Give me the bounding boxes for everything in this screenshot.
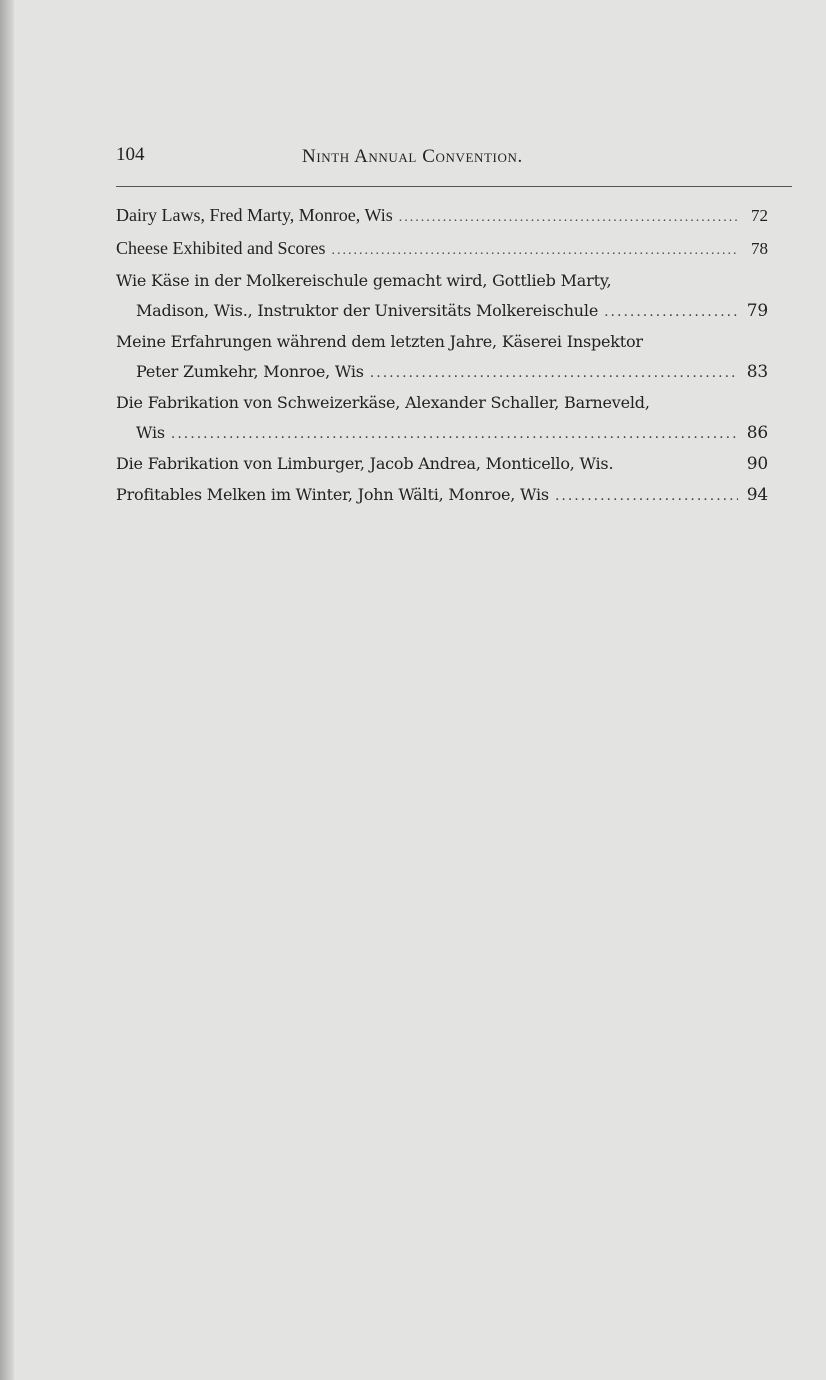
toc-entry [116,233,768,266]
toc-entry [116,480,768,511]
toc-page-number: 79 [746,301,768,321]
toc-entry-title: Meine Erfahrungen während dem letzten Jahre, Käserei Inspektor [116,332,643,351]
toc-entry-title: Die Fabrikation von Schweizerkäse, Alexander Schaller, Barneveld, [116,393,650,412]
toc-entry-title-continued: Madison, Wis., Instruktor der Universitäts Molkereischule [136,301,599,320]
toc-entry-title: Dairy Laws, Fred Marty, Monroe, Wis [116,205,393,225]
toc-entry [116,200,768,233]
page-header [116,144,766,174]
toc-page-number: 94 [746,485,768,505]
page-number: 104 [116,144,145,165]
table-of-contents [116,200,768,511]
toc-entry [116,388,768,449]
dot-leader [399,203,738,233]
toc-entry [116,327,768,388]
dot-leader [171,419,738,449]
toc-entry-title-continued: Wis [136,423,165,442]
toc-entry-title: Wie Käse in der Molkereischule gemacht wird, Gottlieb Marty, [116,271,612,290]
dot-leader [331,236,738,266]
toc-page-number: 78 [751,239,768,258]
toc-page-number: 90 [746,454,768,474]
page-edge-shadow [0,0,14,1380]
dot-leader [555,481,738,511]
toc-entry [116,266,768,327]
toc-page-number: 83 [746,362,768,382]
header-rule [116,186,792,187]
toc-page-number: 72 [751,206,768,225]
toc-entry-title-continued: Peter Zumkehr, Monroe, Wis [136,362,364,381]
dot-leader [370,358,738,388]
toc-page-number: 86 [746,423,768,443]
running-head: Ninth Annual Convention. [302,146,523,167]
toc-entry [116,449,768,480]
toc-entry-title: Die Fabrikation von Limburger, Jacob Andrea, Monticello, Wis. [116,454,614,473]
dot-leader [604,297,738,327]
toc-entry-title: Profitables Melken im Winter, John Wälti, Monroe, Wis [116,485,549,504]
toc-entry-title: Cheese Exhibited and Scores [116,238,326,258]
